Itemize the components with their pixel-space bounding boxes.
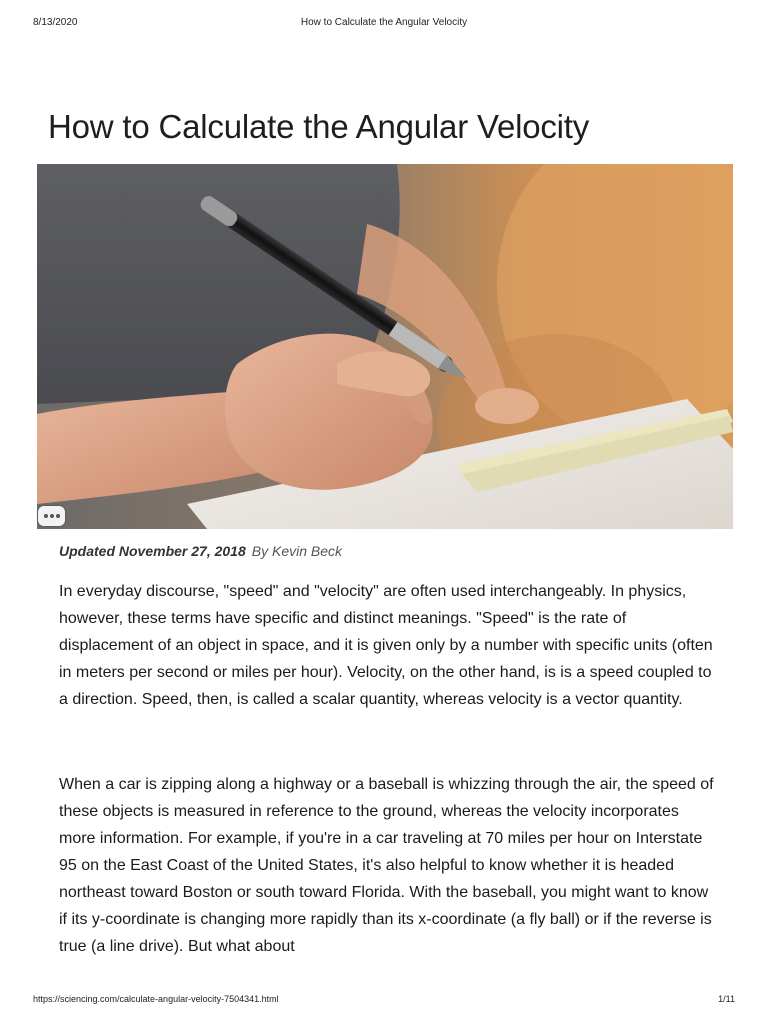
author-name: By Kevin Beck: [251, 543, 343, 559]
image-more-button[interactable]: [38, 506, 65, 526]
print-url: https://sciencing.com/calculate-angular-velocity-7504341.html: [33, 994, 279, 1004]
more-dot: [50, 514, 54, 518]
article-paragraph-2: When a car is zipping along a highway or a baseball is whizzing through the air, the speed of these objects is measured in reference to the ground, whereas the velocity incorporates more information. For example, if you're in a car traveling at 70 miles per hour on Interstate 95 on the East Coast of the United States, it's also helpful to know whether it is headed northeast toward Boston or south toward Florida. With the baseball, you might want to know if its y-coordinate is changing more rapidly than its x-coordinate (a fly ball) or if the reverse is true (a line drive). But what about: [59, 776, 714, 955]
print-page-number: 1/11: [718, 994, 735, 1004]
updated-date: Updated November 27, 2018: [59, 543, 246, 559]
article-byline: [59, 543, 342, 559]
hero-image: [37, 164, 733, 529]
print-date: 8/13/2020: [33, 17, 78, 28]
more-dots-icon: [44, 514, 48, 518]
more-dot: [56, 514, 60, 518]
article-title: How to Calculate the Angular Velocity: [48, 108, 590, 145]
hero-illustration: [37, 164, 733, 529]
print-header: [0, 17, 768, 31]
print-page-title: How to Calculate the Angular Velocity: [300, 17, 468, 28]
article-paragraph-1: In everyday discourse, "speed" and "velocity" are often used interchangeably. In physics, however, these terms have specific and distinct meanings. "Speed" is the rate of displacement of an object in space, and it is given only by a number with specific units (often in meters per second or miles per hour). Velocity, on the other hand, is is a speed coupled to a direction. Speed, then, is called a scalar quantity, whereas velocity is a vector quantity.: [59, 583, 713, 708]
